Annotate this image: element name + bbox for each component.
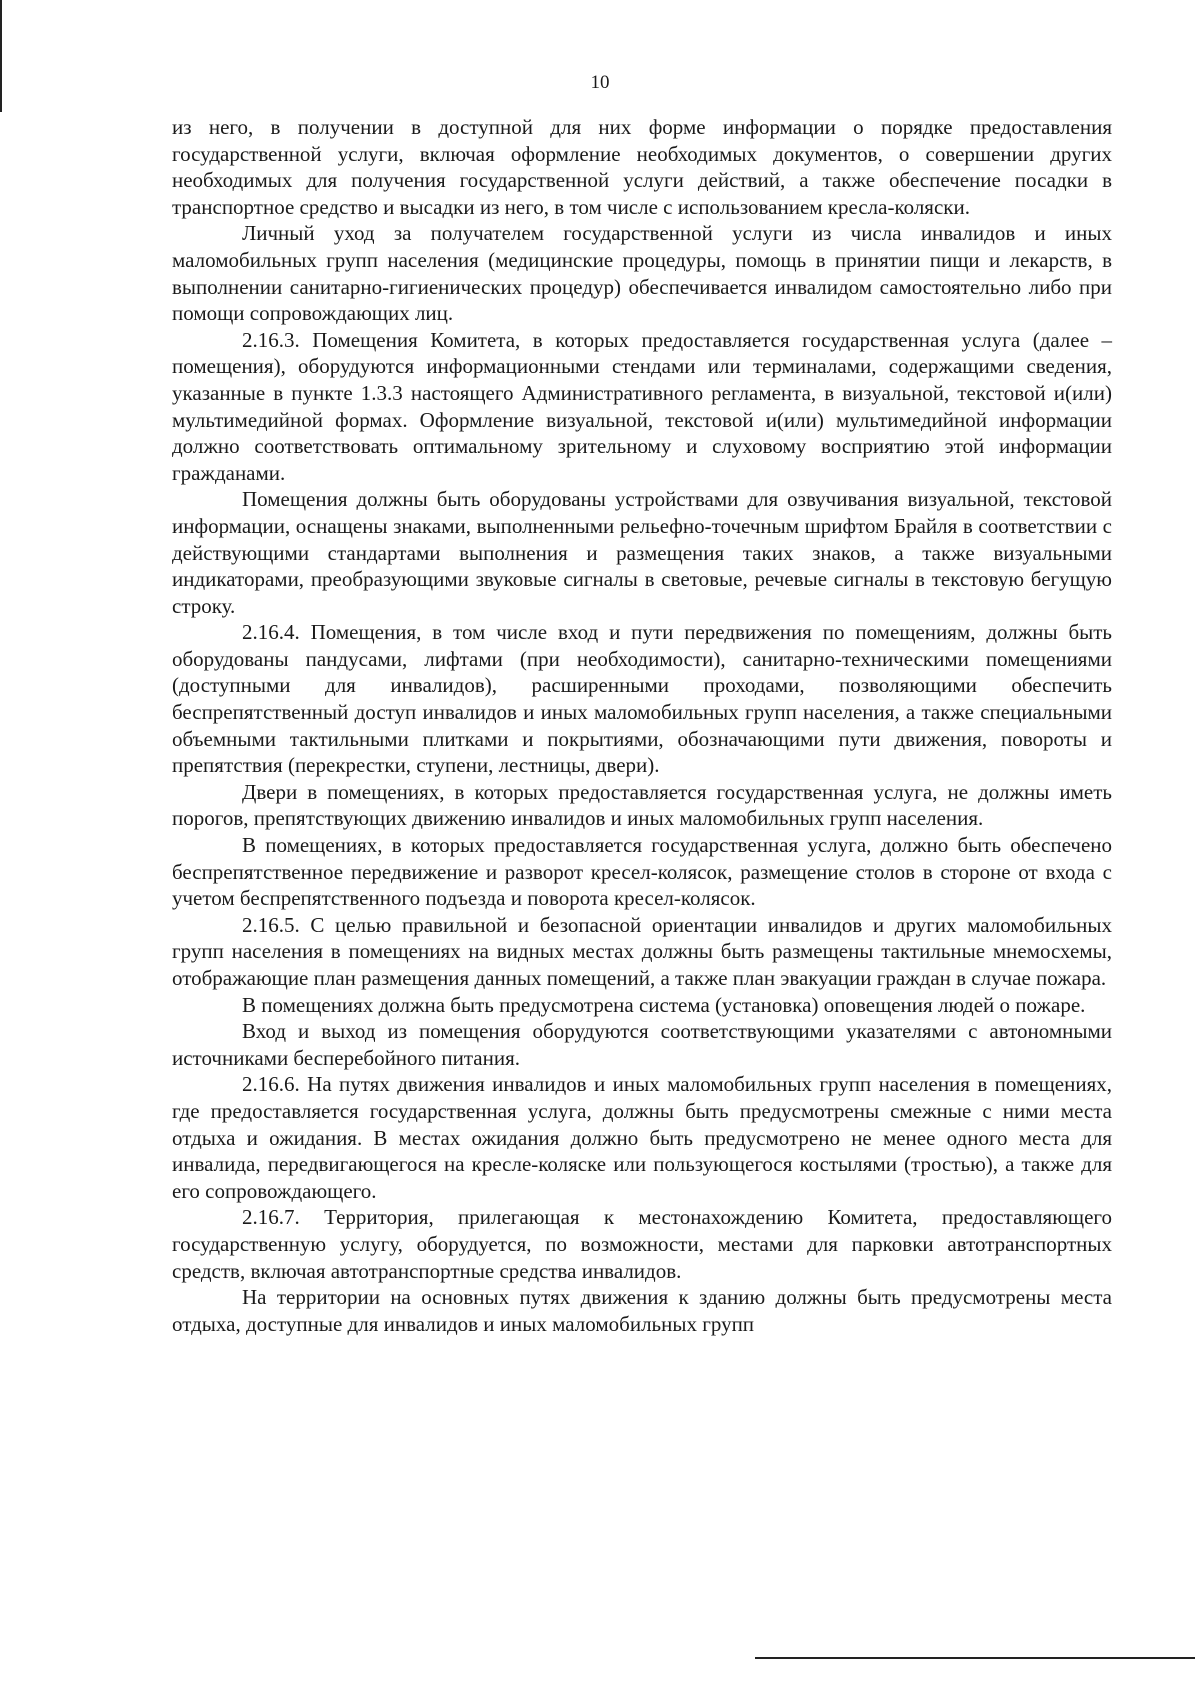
paragraph-entrance-exit: Вход и выход из помещения оборудуются соответствующими указателями с автономными источниками бесперебойного питания. [172,1019,1112,1070]
paragraph-2-16-3: 2.16.3. Помещения Комитета, в которых предоставляется государственная услуга (далее – помещения), оборудуются информационными стендами или терминалами, содержащими сведения, указанные в пункте 1.3.3 настоящего Административного регламента, в визуальной, текстовой и(или) мультимедийной формах. Оформление визуальной, текстовой и(или) мультимедийной информации должно соответствовать оптимальному зрительному и слуховому восприятию этой информации гражданами. [172,327,1112,485]
paragraph-2-16-5: 2.16.5. С целью правильной и безопасной ориентации инвалидов и других маломобильных групп населения в помещениях на видных местах должны быть размещены тактильные мнемосхемы, отображающие план размещения данных помещений, а также план эвакуации граждан в случае пожара. [172,912,1112,990]
paragraph-2-16-4: 2.16.4. Помещения, в том числе вход и пути передвижения по помещениям, должны быть оборудованы пандусами, лифтами (при необходимости), санитарно-техническими помещениями (доступными для инвалидов), расширенными проходами, позволяющими обеспечить беспрепятственный доступ инвалидов и иных маломобильных групп населения, а также специальными объемными тактильными плитками и покрытиями, обозначающими пути движения, повороты и препятствия (перекрестки, ступени, лестницы, двери). [172,620,1112,778]
paragraph-continuation: из него, в получении в доступной для них форме информации о порядке предоставления государственной услуги, включая оформление необходимых документов, о совершении других необходимых для получения государственной услуги действий, а также обеспечение посадки в транспортное средство и высадки из него, в том числе с использованием кресла-коляски. [172,115,1112,219]
paragraph-territory: На территории на основных путях движения к зданию должны быть предусмотрены места отдыха, доступные для инвалидов и иных маломобильных групп [172,1285,1112,1336]
paragraph-2-16-6: 2.16.6. На путях движения инвалидов и иных маломобильных групп населения в помещениях, где предоставляется государственная услуга, должны быть предусмотрены смежные с ними места отдыха и ожидания. В местах ожидания должно быть предусмотрено не менее одного места для инвалида, передвигающегося на кресле-коляске или пользующегося костылями (тростью), а также для его сопровождающего. [172,1072,1112,1203]
paragraph-fire-alarm: В помещениях должна быть предусмотрена система (установка) оповещения людей о пожаре. [242,992,1086,1017]
paragraph-equipment: Помещения должны быть оборудованы устройствами для озвучивания визуальной, текстовой информации, оснащены знаками, выполненными рельефно-точечным шрифтом Брайля в соответствии с действующими стандартами выполнения и размещения таких знаков, а также визуальными индикаторами, преобразующими звуковые сигналы в световые, речевые сигналы в текстовую бегущую строку. [172,487,1112,618]
paragraph-wheelchair-movement: В помещениях, в которых предоставляется государственная услуга, должно быть обеспечено беспрепятственное передвижение и разворот кресел-колясок, размещение столов в стороне от входа с учетом беспрепятственного подъезда и поворота кресел-колясок. [172,833,1112,911]
document-body [172,114,1112,1337]
page-number: 10 [590,72,610,93]
paragraph-2-16-7: 2.16.7. Территория, прилегающая к местонахождению Комитета, предоставляющего государственную услугу, оборудуется, по возможности, местами для парковки автотранспортных средств, включая автотранспортные средства инвалидов. [172,1205,1112,1283]
scan-edge-line [0,0,2,112]
footer-rule [755,1657,1195,1659]
paragraph-personal-care: Личный уход за получателем государственной услуги из числа инвалидов и иных маломобильных групп населения (медицинские процедуры, помощь в принятии пищи и лекарств, в выполнении санитарно-гигиенических процедур) обеспечивается инвалидом самостоятельно либо при помощи сопровождающих лиц. [172,221,1112,326]
paragraph-doors: Двери в помещениях, в которых предоставляется государственная услуга, не должны иметь порогов, препятствующих движению инвалидов и иных маломобильных групп населения. [172,779,1112,831]
